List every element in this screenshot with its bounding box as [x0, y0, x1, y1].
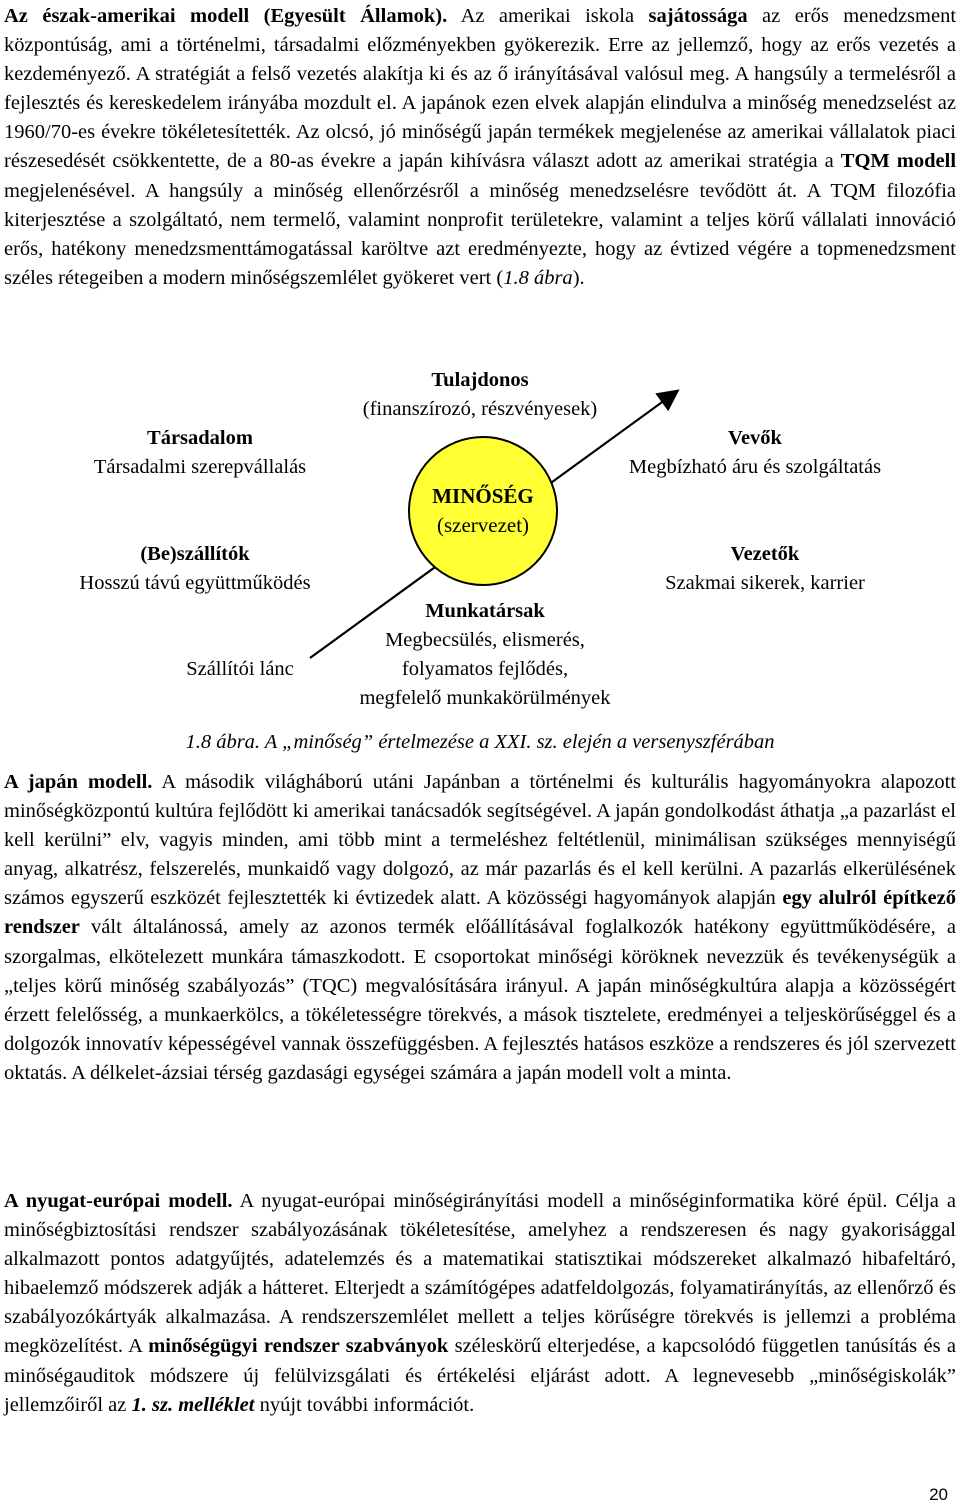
bold-term: TQM modell — [840, 150, 957, 173]
staff-label — [320, 597, 650, 713]
leaders-label — [625, 540, 905, 598]
text: megjelenésével. A hangsúly a minőség ellenőrzésről a minőség menedzselésre tevődött át. A TQM filozófia kiterjesztése a szolgáltató, nem termelő, valamint nonprofit területekre, valamint a teljes körű vállalati innováció erős, hatékony menedzsmenttámogatással karöltve azt eredményezte, hogy az évtized végére a topmenedzsment széles rétegeiben a modern minőségszemlélet gyökeret vert ( — [4, 179, 956, 289]
text: széleskörű elterjedése, a kapcsolódó független tanúsítás és a minőségauditok módszere új felülvizsgálati és értékelési eljárást adott. A legnevesebb „minőségiskolák” jellemzőiről az — [4, 1335, 956, 1416]
paragraph-west-european-model — [4, 1187, 956, 1420]
society-label — [50, 424, 350, 482]
owner-title: Tulajdonos — [431, 369, 529, 391]
text: nyújt további információt. — [254, 1393, 475, 1416]
customers-title: Vevők — [728, 427, 782, 449]
page-number: 20 — [929, 1485, 948, 1504]
text: A második világháború utáni Japánban a történelmi és kulturális hagyományokra alapozott minőségközpontú kultúra fejlődött ki amerikai tanácsadók segítségével. A japán gondolkodást áthatja „a pazarlást el kell kerülni” elv, vagyis minden, ami több mint a termeléshez feltétlenül, minimálisan szükséges mennyiségű anyag, alkatrész, felszerelés, munkaidő vagy dolgozó, az már pazarlás és el kell kerülni. A pazarlás elkerülésének számos egyszerű eszközét fejlesztették ki évtizedek alatt. A közösségi hagyományok alapján — [4, 771, 956, 910]
supply-chain-label — [150, 655, 330, 684]
quality-circle — [408, 436, 558, 586]
staff-title: Munkatársak — [425, 600, 545, 622]
customers-subtitle: Megbízható áru és szolgáltatás — [628, 456, 882, 478]
bold-term: egy alulról építkező rendszer — [4, 887, 956, 939]
appendix-reference: 1. sz. melléklet — [131, 1393, 255, 1416]
leaders-subtitle: Szakmai sikerek, karrier — [665, 572, 865, 594]
paragraph-japanese-model — [4, 768, 956, 1088]
bold-term: minőségügyi rendszer szabványok — [148, 1335, 449, 1358]
society-title: Társadalom — [147, 427, 253, 449]
owner-subtitle: (finanszírozó, részvényesek) — [362, 398, 598, 420]
suppliers-subtitle: Hosszú távú együttműködés — [79, 572, 311, 594]
heading-japanese-model: A japán modell. — [4, 771, 153, 793]
text: Az amerikai iskola — [447, 5, 649, 27]
heading-west-european-model: A nyugat-európai modell. — [4, 1190, 233, 1212]
paragraph-north-american-model — [4, 2, 956, 293]
staff-line: folyamatos fejlődés, — [401, 658, 569, 680]
bold-term: sajátossága — [648, 5, 748, 27]
customers-label — [595, 424, 915, 482]
text: vált általánossá, amely az azonos termék előállításával foglalkozók hatékony együttműködésére, a szorgalmas, elkötelezett munkára támaszkodott. E csoportokat minőségi köröknek nevezzük és tevékenységük a „teljes körű minőség szabályozás” (TQC) megvalósítására irányul. A japán minőségkultúra alapja a közösségért érzett felelősség, a munkaerkölcs, a tökéletességre törekvés, a mások tisztelete, eredményei a teljeskörűséggel és a dolgozók innovatív képességével vannak összefüggésben. A fejlesztés hatásos eszköze a rendszeres és jól szervezett oktatás. A délkelet-ázsiai térség gazdasági egységei számára a japán modell volt a minta. — [4, 916, 956, 1084]
owner-label — [330, 366, 630, 424]
supply-chain-text: Szállítói lánc — [186, 658, 294, 680]
text: az erős menedzsment központúság, ami a történelmi, társadalmi előzményekben gyökerezik. Erre az jellemző, hogy az erős vezetés a kezdeményező. A stratégiát a felső vezetés alakítja ki és az ő irányításával valósul meg. A hangsúly a termelésről a fejlesztés és kereskedelem irányába mozdult el. A japánok ezen elvek alapján elindulva a minőség menedzselést az 1960/70-es évekre tökéletesítették. Az olcsó, jó minőségű japán termékek megjelenése az amerikai vállalatok piaci részesedését csökkentette, de a 80-as évekre a japán kihívásra választ adott az amerikai stratégia a — [4, 5, 957, 173]
quality-subtitle: (szervezet) — [436, 513, 530, 537]
suppliers-label — [40, 540, 350, 598]
figure-reference: 1.8 ábra — [503, 266, 573, 289]
quality-title: MINŐSÉG — [432, 484, 534, 508]
text: A nyugat-európai minőségirányítási modell a minőséginformatika köré épül. Célja a minőségbiztosítási rendszer szabályozásának tökéletesítése, amelyhez a rendszeresen és nagy gyakorisággal alkalmazott pontos adatgyűjtés, adatelemzés és a matematikai statisztikai módszereket alkalmazó hibafeltáró, hibaelemző módszerek adják a hátteret. Elterjedt a számítógépes adatfeldolgozás, folyamatirányítás, az ellenőrző és szabályozókártyák alkalmazása. A rendszerszemlélet mellett a teljes körűségre törekvés is jellemzi a probléma megközelítést. A — [4, 1190, 956, 1358]
society-subtitle: Társadalmi szerepvállalás — [93, 456, 307, 478]
staff-line: Megbecsülés, elismerés, — [385, 629, 585, 651]
heading-north-american-model: Az észak-amerikai modell (Egyesült Államok). — [4, 5, 448, 27]
figure-caption: 1.8 ábra. A „minőség” értelmezése a XXI. sz. elején a versenyszférában — [185, 731, 775, 753]
text: ). — [572, 266, 585, 289]
staff-line: megfelelő munkakörülmények — [359, 687, 611, 709]
leaders-title: Vezetők — [730, 543, 800, 565]
suppliers-title: (Be)szállítók — [140, 543, 250, 565]
